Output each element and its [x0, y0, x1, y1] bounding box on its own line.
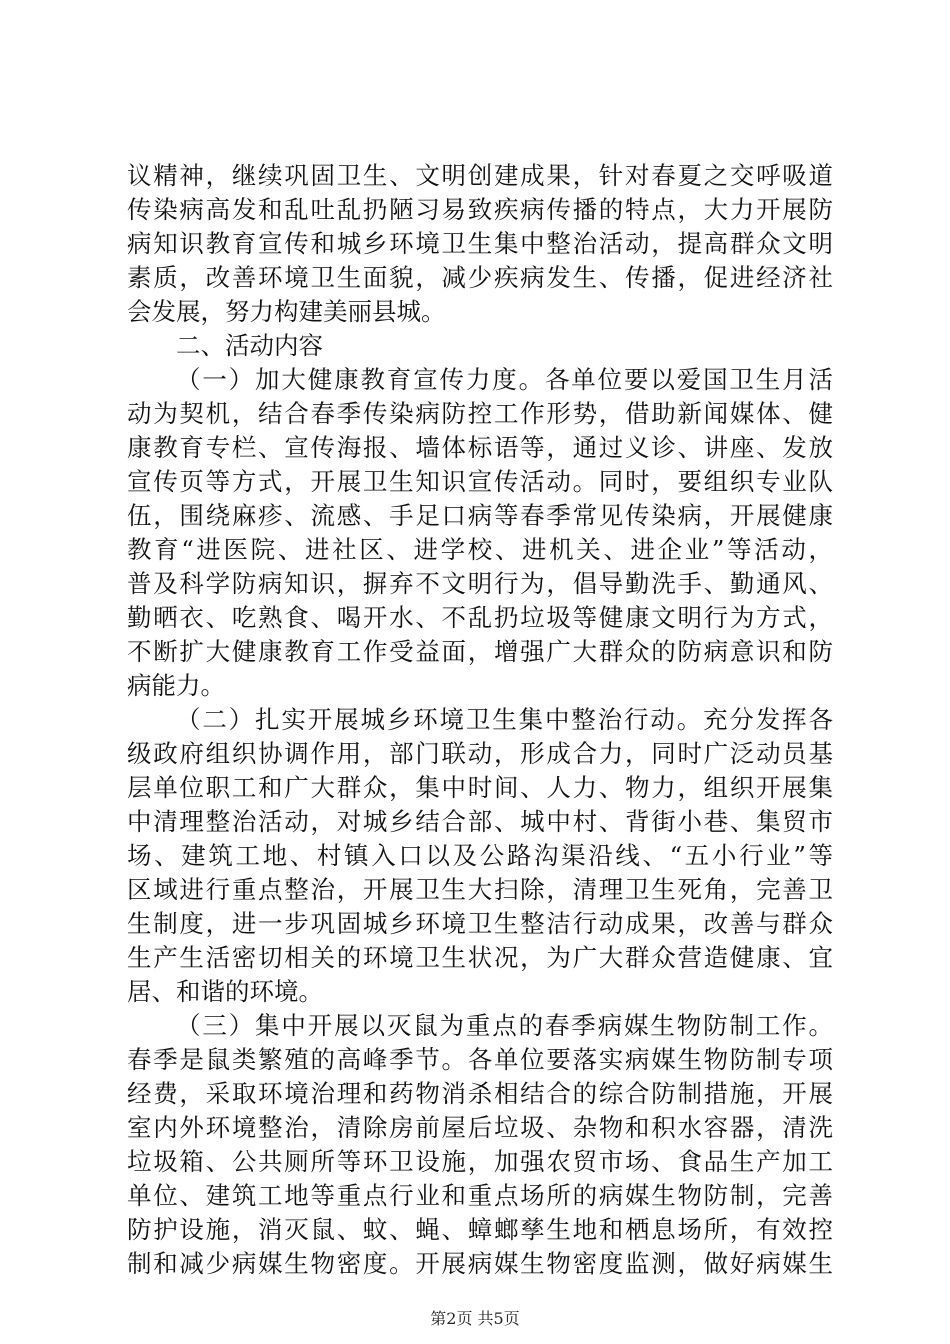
- paragraph-first-line: （二）扎实开展城乡环境卫生集中整治行动。充分发挥各: [176, 705, 833, 734]
- body-text-line: 病能力。: [127, 671, 225, 700]
- paragraph-first-line: （三）集中开展以灭鼠为重点的春季病媒生物防制工作。: [176, 1011, 833, 1040]
- body-text-line: 普及科学防病知识，摒弃不文明行为，倡导勤洗手、勤通风、: [127, 569, 833, 598]
- body-text-line: 勤晒衣、吃熟食、喝开水、不乱扔垃圾等健康文明行为方式，: [127, 603, 833, 632]
- body-text-line: 康教育专栏、宣传海报、墙体标语等，通过义诊、讲座、发放: [127, 433, 833, 462]
- body-text-line: 单位、建筑工地等重点行业和重点场所的病媒生物防制，完善: [127, 1181, 833, 1210]
- body-text-line: 伍，围绕麻疹、流感、手足口病等春季常见传染病，开展健康: [127, 501, 833, 530]
- body-text-line: 会发展，努力构建美丽县城。: [127, 297, 446, 326]
- paragraph-first-line: （一）加大健康教育宣传力度。各单位要以爱国卫生月活: [176, 365, 833, 394]
- page-number-footer: 第2页 共5页: [430, 1309, 520, 1328]
- body-text-line: 生产生活密切相关的环境卫生状况，为广大群众营造健康、宜: [127, 943, 833, 972]
- body-text-line: 级政府组织协调作用，部门联动，形成合力，同时广泛动员基: [127, 739, 833, 768]
- body-text-line: 素质，改善环境卫生面貌，减少疾病发生、传播，促进经济社: [127, 263, 833, 292]
- body-text-line: 场、建筑工地、村镇入口以及公路沟渠沿线、“五小行业”等: [127, 841, 833, 870]
- body-text-line: 区域进行重点整治，开展卫生大扫除，清理卫生死角，完善卫: [127, 875, 833, 904]
- body-text-line: 层单位职工和广大群众，集中时间、人力、物力，组织开展集: [127, 773, 833, 802]
- body-text-line: 动为契机，结合春季传染病防控工作形势，借助新闻媒体、健: [127, 399, 833, 428]
- body-text-line: 病知识教育宣传和城乡环境卫生集中整治活动，提高群众文明: [127, 229, 833, 258]
- body-text-line: 宣传页等方式，开展卫生知识宣传活动。同时，要组织专业队: [127, 467, 833, 496]
- body-text-line: 春季是鼠类繁殖的高峰季节。各单位要落实病媒生物防制专项: [127, 1045, 833, 1074]
- body-text-line: 生制度，进一步巩固城乡环境卫生整洁行动成果，改善与群众: [127, 909, 833, 938]
- body-text-line: 经费，采取环境治理和药物消杀相结合的综合防制措施，开展: [127, 1079, 833, 1108]
- body-text-line: 不断扩大健康教育工作受益面，增强广大群众的防病意识和防: [127, 637, 833, 666]
- body-text-line: 垃圾箱、公共厕所等环卫设施，加强农贸市场、食品生产加工: [127, 1147, 833, 1176]
- body-text-line: 制和减少病媒生物密度。开展病媒生物密度监测，做好病媒生: [127, 1249, 833, 1278]
- body-text-line: 中清理整治活动，对城乡结合部、城中村、背街小巷、集贸市: [127, 807, 833, 836]
- body-text-line: 议精神，继续巩固卫生、文明创建成果，针对春夏之交呼吸道: [127, 161, 833, 190]
- body-text-line: 防护设施，消灭鼠、蚊、蝇、蟑螂孳生地和栖息场所，有效控: [127, 1215, 833, 1244]
- body-text-line: 传染病高发和乱吐乱扔陋习易致疾病传播的特点，大力开展防: [127, 195, 833, 224]
- body-text-line: 教育“进医院、进社区、进学校、进机关、进企业”等活动，: [127, 535, 833, 564]
- body-text-line: 室内外环境整治，清除房前屋后垃圾、杂物和积水容器，清洗: [127, 1113, 833, 1142]
- section-heading: 二、活动内容: [176, 331, 323, 360]
- body-text-line: 居、和谐的环境。: [127, 977, 323, 1006]
